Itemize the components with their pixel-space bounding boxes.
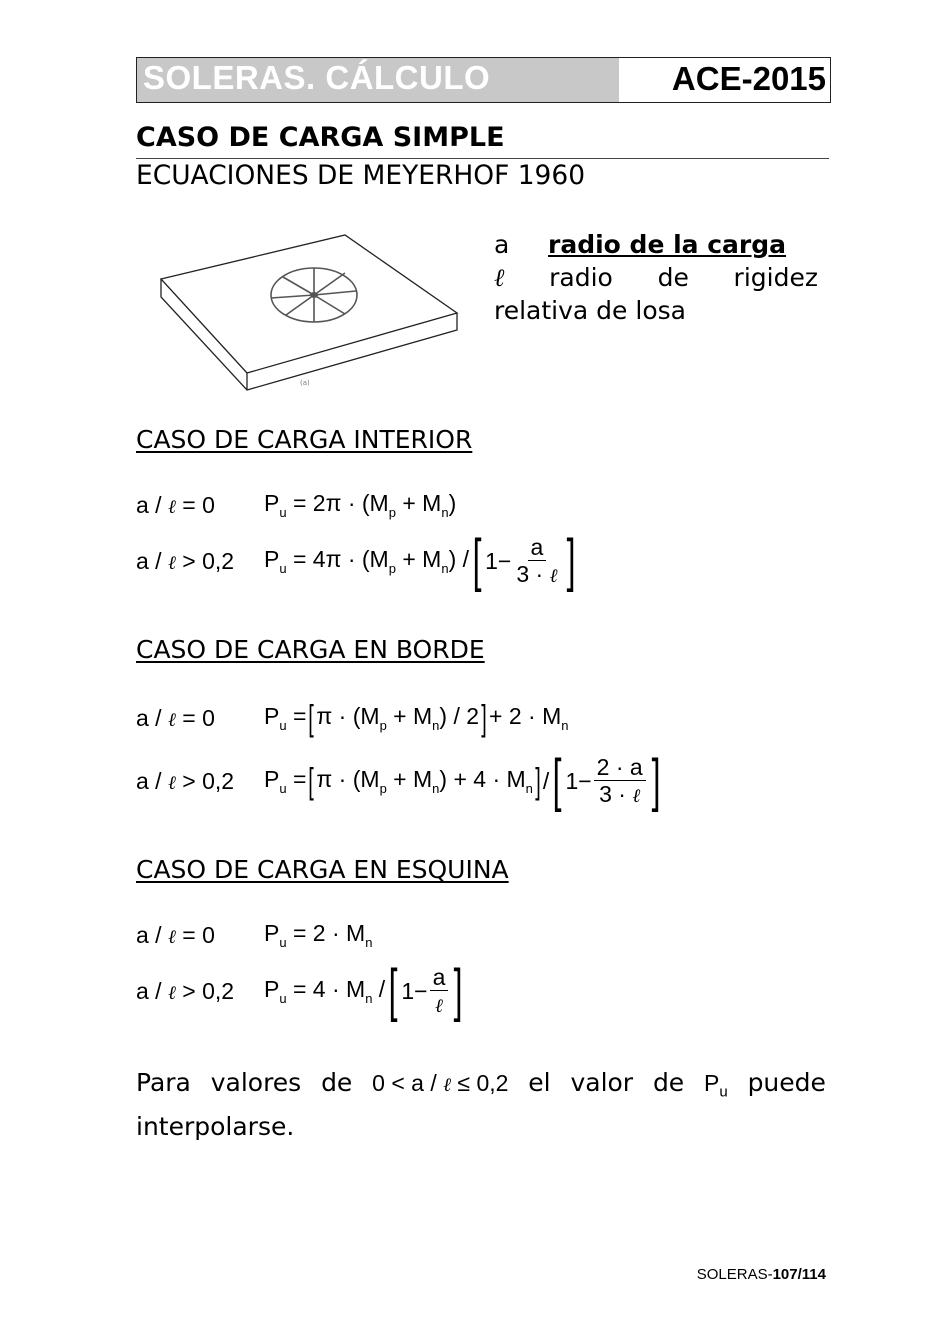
section-heading-edge: CASO DE CARGA EN BORDE [136,635,485,664]
equation-interior-gt [136,528,579,593]
equation-condition: a / ℓ > 0,2 [136,767,235,794]
legend-label-a: radio de la carga [548,230,787,259]
header-doc-code: ACE-2015 [671,60,826,97]
equation-term: 1− [401,977,428,1004]
header-right-panel [619,58,830,102]
left-bracket: [ [308,760,315,801]
equation-term: $\pi \cdot (M_p + M_n) + 4 \cdot M_n$ [316,766,533,796]
equation-term: 1− [485,547,512,574]
legend-label-ell-line2: relativa de losa [494,296,686,325]
right-bracket: ] [481,697,487,738]
header-left-panel [137,58,619,102]
footer-prefix: SOLERAS- [696,1266,773,1283]
legend-symbol-a: a [494,230,510,259]
fraction: $\frac{2 \cdot a}{\text{3 · ℓ}}$ [594,754,646,809]
equation-edge-zero [136,697,569,738]
equation-formula: $P_u = 2\pi \cdot (M_p + M_n)$ [264,490,457,520]
equation-condition: a / ℓ > 0,2 [136,547,235,574]
slab-illustration-icon [150,225,470,395]
slab-load-figure [150,225,470,395]
fraction: $\frac{a}{\text{ℓ}}$ [430,964,449,1019]
equation-formula: $P_u = 2 \cdot M_n$ [264,920,373,950]
note-word: valores [210,1068,302,1097]
section-heading-corner: CASO DE CARGA EN ESQUINA [136,855,509,884]
equation-condition: a / ℓ = 0 [136,491,215,518]
legend-word: radio [549,263,613,292]
equation-term: 1− [565,767,592,794]
note-word: Para [136,1068,191,1097]
right-bracket: ] [566,528,576,593]
note-word: valor [570,1068,634,1097]
equation-interior-zero [136,490,456,520]
right-bracket: ] [453,958,463,1023]
left-bracket: [ [552,748,562,813]
right-bracket: ] [535,760,541,801]
equation-edge-gt [136,748,664,813]
legend-word: de [657,263,689,292]
equation-formula: $P_u$ = [264,703,307,733]
left-bracket: [ [388,958,398,1023]
svg-text:(a): (a) [300,379,310,387]
fraction: $\frac{a}{\text{3 · ℓ}}$ [516,533,558,587]
equation-term: / [542,767,550,794]
note-line-1 [136,1066,826,1110]
page-title: CASO DE CARGA SIMPLE [136,122,505,153]
section-heading-interior: CASO DE CARGA INTERIOR [136,425,473,454]
equation-formula: $P_u = 4\pi \cdot (M_p + M_n)$ / [264,546,470,576]
title-divider [136,158,829,159]
note-word: puede [747,1068,826,1097]
legend-symbol-ell: ℓ [494,263,505,292]
page-number: 107/114 [772,1266,826,1283]
left-bracket: [ [472,528,482,593]
header-section-title: SOLERAS. CÁLCULO [143,59,491,96]
equation-term: + $2 \cdot M_n$ [489,703,569,733]
legend-word: rigidez [733,263,818,292]
right-bracket: ] [651,748,661,813]
page-subtitle: ECUACIONES DE MEYERHOF 1960 [136,160,586,191]
equation-formula: $P_u$ = [264,766,307,796]
equation-corner-zero [136,920,372,950]
equation-formula: $P_u = 4 \cdot M_n$ / [264,976,386,1006]
note-word: de [321,1068,353,1097]
equation-condition: a / ℓ = 0 [136,921,215,948]
equation-condition: a / ℓ = 0 [136,704,215,731]
note-line-2: interpolarse. [136,1111,295,1141]
document-header [136,57,831,103]
interpolation-note [136,1066,826,1144]
legend-row-ell [494,261,818,294]
legend-row-a [494,228,818,261]
note-word: el [528,1068,551,1097]
symbol-legend [494,228,818,327]
note-word: de [652,1068,685,1097]
equation-corner-gt [136,958,466,1023]
note-inequality: 0 < a / ℓ ≤ 0,2 [372,1070,509,1096]
left-bracket: [ [308,697,315,738]
equation-term: $\pi \cdot (M_p + M_n) / 2$ [316,703,480,733]
note-pu-symbol: $P_u$ [704,1070,728,1101]
equation-condition: a / ℓ > 0,2 [136,977,235,1004]
page-footer [697,1266,826,1283]
